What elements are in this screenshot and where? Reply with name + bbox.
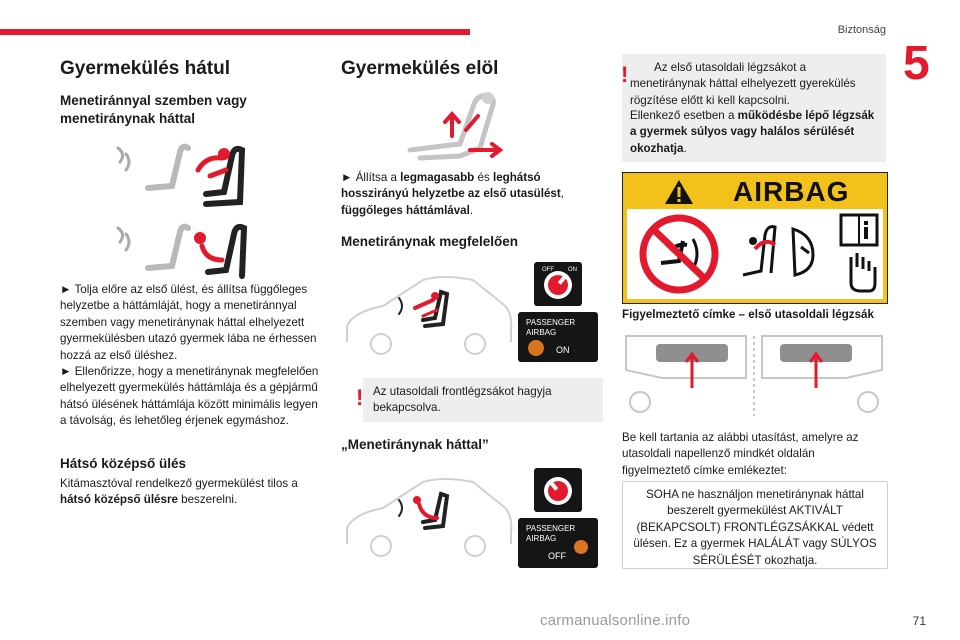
airbag-status-off-icon [574,540,588,554]
col2-instr-text: ► Állítsa a [341,171,401,184]
col3-paragraph: Be kell tartania az alábbi utasítást, amelyre az utasoldali napellenző mindkét oldalán figyelmeztető címke emlékeztet: [622,431,859,477]
col2-instr-bold-2: leghátsó hosszirányú helyzetbe az első utasülést [341,171,561,201]
col1-subtitle-center: Hátsó középső ülés [60,456,187,471]
col3-warning-line-2: Ellenkező esetben a [630,109,738,122]
knob-on-text: ON [568,267,577,273]
manual-read-icon [837,213,881,295]
airbag-knob-on-icon [534,262,582,306]
knob-off-text: OFF [542,267,554,273]
col1-body [60,282,322,430]
col3-warning-end: . [683,141,687,155]
tile2-line2: AIRBAG [526,534,557,543]
front-seat-adjust-illustration [400,86,520,164]
sun-visor-label-illustration [622,330,886,420]
col1-p3-bold: hátsó középső ülésre [60,493,178,507]
col1-paragraph-3 [60,476,322,509]
col3-warning-box [622,54,886,162]
col2-warning-box [356,378,603,422]
col1-p3-text: Kitámasztóval rendelkező gyermekülést tilos a [60,477,298,490]
header-accent-bar [0,29,470,35]
no-rear-facing-seat-icon [631,211,727,297]
section-name: Biztonság [837,24,886,36]
watermark: carmanualsonline.info [540,612,691,629]
col2-instr-end: . [469,203,474,217]
col1-p3-text-end: beszerelni. [177,493,238,507]
tile2-line3: OFF [548,551,566,561]
rear-seat-illustration [110,140,260,280]
col2-instr-text-3: , [560,187,564,201]
airbag-status-on-icon [528,340,544,356]
airbag-label-caption: Figyelmeztető címke – első utasoldali légzsák [622,308,874,321]
warning-triangle-icon [663,178,695,206]
col2-subtitle-rear-facing: „Menetiránynak háttal” [341,437,489,452]
col3-warning-text-2 [630,108,880,157]
car-rear-facing-illustration [343,474,515,562]
col2-warning-text: Az utasoldali frontlégzsákot hagyja bekapcsolva. [373,385,552,415]
passenger-airbag-on-indicator [518,312,598,362]
col3-warning-text [630,60,880,109]
col1-subtitle-rear: Menetiránnyal szemben vagy menetiránynak háttal [60,93,247,126]
chapter-number: 5 [903,37,930,90]
col3-warning-line-1: Az első utasoldali légzsákot a menetiránynak háttal elhelyezett gyerekülés rögzítése előtt ki kell kapcsolni. [630,61,856,107]
col2-instruction [341,170,603,219]
car-forward-facing-illustration [343,272,515,360]
seat-airbag-icon [735,215,827,285]
col3-warning-bold: működésbe lépő légzsák a gyermek súlyos vagy halálos sérülését okozhatja [630,109,875,155]
col2-instr-text-2: és [474,171,493,184]
tile2-line1: PASSENGER [526,524,576,533]
warning-notice-box [622,481,888,569]
warning-icon: ! [356,385,364,410]
tile1-line3: ON [556,345,570,355]
airbag-knob-off-icon [534,468,582,512]
airbag-label-title: AIRBAG [733,176,850,207]
warning-notice-text: SOHA ne használjon menetiránynak háttal beszerelt gyermekülést AKTIVÁLT (BEKAPCSOLT) FRONTLÉGZSÁKKAL védett ülésen. Ez a gyermek HALÁLÁT vagy SÚLYOS SÉRÜLÉSÉT okozhatja. [633,488,877,567]
passenger-airbag-off-indicator [518,518,598,568]
col2-subtitle-forward: Menetiránynak megfelelően [341,234,519,249]
page-number: 71 [912,614,926,628]
tile1-line1: PASSENGER [526,318,576,327]
col2-instr-bold-3: függőleges háttámlával [341,203,470,217]
col1-paragraph-2: ► Ellenőrizze, hogy a menetiránynak megfelelően elhelyezett gyermekülés háttámlája és a gépjármű hátsó ülésének háttámlája között minimális legyen a távolság, és lehetőleg érjenek egymáshoz. [60,365,319,428]
airbag-warning-label [622,172,888,304]
tile1-line2: AIRBAG [526,328,557,337]
col2-title: Gyermekülés elöl [341,58,499,79]
col1-title: Gyermekülés hátul [60,58,231,79]
warning-icon: ! [621,62,629,87]
col2-instr-bold-1: legmagasabb [400,171,475,184]
col1-paragraph-1: ► Tolja előre az első ülést, és állítsa függőleges helyzetbe a háttámláját, hogy a menetiránnyal szemben vagy menetiránynak háttal elhelyezett gyermekülésben utazó gyermek lába ne érhessen hozzá az első üléshez. [60,283,317,362]
airbag-label-pictograms [627,209,883,299]
